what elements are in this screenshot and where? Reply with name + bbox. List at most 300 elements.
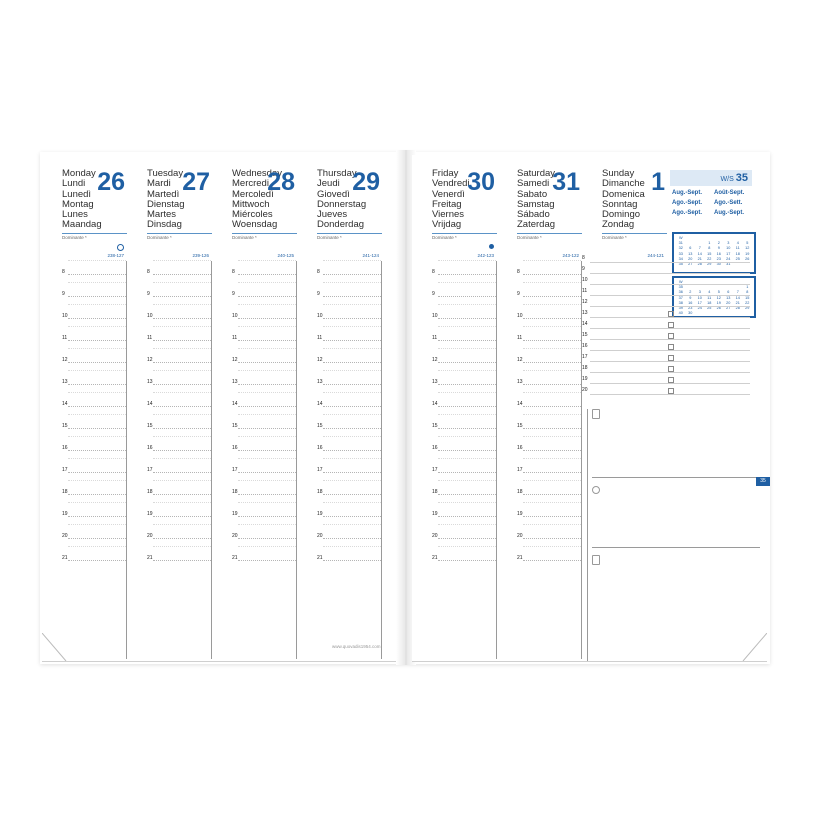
hour-row[interactable] [147, 327, 211, 349]
hour-label: 11 [62, 335, 68, 341]
hour-row[interactable] [432, 415, 496, 437]
hour-label: 17 [582, 354, 588, 360]
hour-row[interactable] [317, 393, 381, 415]
hour-row[interactable] [232, 283, 296, 305]
hour-line [323, 406, 381, 407]
hour-label: 20 [232, 533, 238, 539]
mini-cal-cell: 22 [707, 256, 712, 261]
hour-label: 18 [517, 489, 523, 495]
hour-row[interactable] [432, 371, 496, 393]
task-checkbox[interactable] [668, 344, 674, 350]
week-tab[interactable]: 35 [756, 477, 770, 486]
hour-row[interactable] [517, 283, 581, 305]
day-name: Samedi [517, 178, 550, 190]
hour-row[interactable] [62, 305, 126, 327]
hour-line [590, 295, 750, 296]
hour-row[interactable] [517, 459, 581, 481]
half-hour-line [523, 370, 581, 371]
hour-label: 16 [582, 343, 588, 349]
hour-label: 19 [317, 511, 323, 517]
task-checkbox[interactable] [668, 355, 674, 361]
hour-label: 16 [147, 445, 153, 451]
hour-label: 14 [582, 321, 588, 327]
hour-row[interactable] [432, 283, 496, 305]
notes-divider-1 [592, 477, 760, 478]
day-header-rule [432, 233, 497, 234]
hour-label: 12 [582, 299, 588, 305]
corner-elastic-left [42, 633, 70, 661]
hour-row[interactable] [232, 349, 296, 371]
hour-row[interactable] [147, 525, 211, 547]
hour-line [238, 340, 296, 341]
mini-cal-cell: 4 [736, 241, 739, 246]
day-number: 27 [182, 168, 210, 196]
day-name: Jeudi [317, 178, 340, 190]
hour-row[interactable] [232, 327, 296, 349]
half-hour-line [238, 546, 296, 547]
mini-cal-cell: 31 [678, 241, 683, 246]
hour-label: 12 [432, 357, 438, 363]
day-header-rule [317, 233, 382, 234]
hour-label: 18 [62, 489, 68, 495]
hour-label: 18 [147, 489, 153, 495]
half-hour-line [238, 524, 296, 525]
mini-cal-cell: 25 [735, 256, 740, 261]
right-day-column [497, 169, 582, 659]
hour-label: 15 [232, 423, 238, 429]
day-count: 244-121 [647, 253, 664, 258]
day-name: Martes [147, 209, 177, 221]
hour-row[interactable] [232, 415, 296, 437]
hour-label: 9 [147, 291, 150, 297]
half-hour-line [153, 260, 211, 261]
hour-line [438, 494, 496, 495]
sunday-hour-row[interactable] [582, 288, 750, 299]
hour-line [523, 516, 581, 517]
sunday-hour-row[interactable] [582, 343, 750, 354]
task-checkbox[interactable] [668, 333, 674, 339]
hour-row[interactable] [232, 547, 296, 569]
half-hour-line [323, 304, 381, 305]
hour-row[interactable] [147, 547, 211, 569]
hour-line [68, 538, 126, 539]
hour-row[interactable] [317, 283, 381, 305]
day-name: Mercredi [232, 178, 269, 190]
hour-line [153, 274, 211, 275]
hour-row[interactable] [232, 437, 296, 459]
day-number: 29 [352, 168, 380, 196]
hour-line [323, 560, 381, 561]
half-hour-line [438, 414, 496, 415]
hour-row[interactable] [432, 393, 496, 415]
day-name: Samstag [517, 198, 555, 210]
half-hour-line [438, 326, 496, 327]
mini-cal-cell: 12 [716, 295, 721, 300]
hour-row[interactable] [317, 261, 381, 283]
hour-row[interactable] [62, 283, 126, 305]
half-hour-line [153, 392, 211, 393]
hour-line [153, 538, 211, 539]
hour-row[interactable] [62, 547, 126, 569]
hour-label: 16 [232, 445, 238, 451]
hour-label: 9 [432, 291, 435, 297]
half-hour-line [68, 304, 126, 305]
day-name: Zaterdag [517, 219, 556, 231]
half-hour-line [323, 480, 381, 481]
hour-line [238, 296, 296, 297]
hour-label: 10 [147, 313, 153, 319]
hour-label: 19 [62, 511, 68, 517]
hour-label: 11 [582, 288, 588, 294]
hour-label: 17 [62, 467, 68, 473]
mini-cal-cell: W [678, 236, 683, 240]
hour-row[interactable] [147, 261, 211, 283]
hour-label: 12 [317, 357, 323, 363]
hour-row[interactable] [517, 437, 581, 459]
hour-line [438, 340, 496, 341]
hour-line [153, 494, 211, 495]
mini-cal-cell: 18 [735, 251, 740, 256]
hour-row[interactable] [432, 503, 496, 525]
half-hour-line [323, 282, 381, 283]
task-checkbox[interactable] [668, 366, 674, 372]
mini-cal-cell: 10 [726, 246, 731, 251]
mini-cal-cell: 28 [697, 261, 702, 266]
day-count: 241-124 [362, 253, 379, 258]
hour-label: 21 [62, 555, 68, 561]
half-hour-line [68, 502, 126, 503]
day-header-rule [602, 233, 667, 234]
half-hour-line [523, 502, 581, 503]
sunday-hour-row[interactable] [582, 255, 750, 266]
hour-row[interactable] [317, 503, 381, 525]
sunday-hour-row[interactable] [582, 387, 750, 398]
day-number: 1 [651, 168, 665, 196]
left-day-column [212, 169, 297, 659]
mini-cal-cell: 6 [689, 246, 692, 251]
hour-label: 13 [582, 310, 588, 316]
mini-cal-cell: 19 [745, 251, 750, 256]
mini-cal-cell: 15 [707, 251, 712, 256]
mini-cal-cell: 11 [735, 246, 740, 251]
hour-row[interactable] [432, 349, 496, 371]
hour-row[interactable] [62, 261, 126, 283]
day-name: Viernes [432, 209, 465, 221]
hour-line [68, 516, 126, 517]
half-hour-line [438, 480, 496, 481]
hour-label: 14 [232, 401, 238, 407]
hour-label: 10 [582, 277, 588, 283]
hour-row[interactable] [62, 437, 126, 459]
hour-label: 19 [517, 511, 523, 517]
hour-row[interactable] [517, 371, 581, 393]
hour-row[interactable] [317, 371, 381, 393]
hour-line [590, 317, 750, 318]
hour-row[interactable] [147, 437, 211, 459]
hour-row[interactable] [317, 349, 381, 371]
half-hour-line [438, 436, 496, 437]
hour-label: 15 [147, 423, 153, 429]
hour-row[interactable] [62, 349, 126, 371]
full-moon-icon [489, 244, 494, 249]
mini-cal-cell: 12 [745, 246, 750, 251]
hour-line [590, 262, 750, 263]
left-day-column [127, 169, 212, 659]
hour-row[interactable] [232, 305, 296, 327]
half-hour-line [438, 282, 496, 283]
hour-row[interactable] [517, 327, 581, 349]
hour-row[interactable] [517, 305, 581, 327]
half-hour-line [68, 260, 126, 261]
mini-cal-cell: 15 [745, 295, 750, 300]
hour-row[interactable] [232, 503, 296, 525]
hour-row[interactable] [432, 437, 496, 459]
half-hour-line [68, 458, 126, 459]
mini-cal-cell: 25 [707, 305, 712, 310]
hour-row[interactable] [517, 547, 581, 569]
hour-row[interactable] [432, 327, 496, 349]
hour-label: 15 [517, 423, 523, 429]
sunday-hour-row[interactable] [582, 354, 750, 365]
hour-label: 15 [582, 332, 588, 338]
day-number: 28 [267, 168, 295, 196]
half-hour-line [238, 392, 296, 393]
hour-row[interactable] [317, 547, 381, 569]
hour-row[interactable] [147, 371, 211, 393]
hour-row[interactable] [432, 481, 496, 503]
hour-line [523, 274, 581, 275]
task-checkbox[interactable] [668, 322, 674, 328]
sunday-hour-row[interactable] [582, 266, 750, 277]
hour-label: 17 [432, 467, 438, 473]
day-name: Woensdag [232, 219, 278, 231]
hour-row[interactable] [232, 393, 296, 415]
mini-cal-cell: 9 [717, 246, 720, 251]
hour-row[interactable] [147, 459, 211, 481]
day-name: Lundi [62, 178, 86, 190]
task-checkbox[interactable] [668, 388, 674, 394]
hour-line [68, 494, 126, 495]
hour-row[interactable] [147, 283, 211, 305]
hour-line [590, 339, 750, 340]
hour-row[interactable] [517, 503, 581, 525]
hour-row[interactable] [147, 393, 211, 415]
hour-line [68, 318, 126, 319]
hour-row[interactable] [147, 481, 211, 503]
hour-line [153, 362, 211, 363]
day-name: Martedì [147, 188, 180, 200]
hour-line [68, 362, 126, 363]
hour-row[interactable] [62, 327, 126, 349]
hour-row[interactable] [232, 261, 296, 283]
hour-row[interactable] [432, 525, 496, 547]
hour-row[interactable] [432, 459, 496, 481]
mini-cal-cell: 26 [716, 305, 721, 310]
hour-row[interactable] [317, 327, 381, 349]
mini-cal-cell: 29 [707, 261, 712, 266]
hour-row[interactable] [517, 393, 581, 415]
hour-row[interactable] [62, 525, 126, 547]
hour-line [68, 428, 126, 429]
half-hour-line [238, 260, 296, 261]
hour-label: 21 [432, 555, 438, 561]
task-checkbox[interactable] [668, 377, 674, 383]
sunday-hour-row[interactable] [582, 299, 750, 310]
half-hour-line [238, 436, 296, 437]
day-name: Lunedì [62, 188, 92, 200]
hour-row[interactable] [432, 547, 496, 569]
day-name: Montag [62, 198, 94, 210]
hour-row[interactable] [232, 371, 296, 393]
day-names [517, 169, 555, 231]
sunday-hour-row[interactable] [582, 376, 750, 387]
mini-cal-cell: 5 [717, 290, 720, 295]
hour-label: 8 [432, 269, 435, 275]
half-hour-line [238, 414, 296, 415]
hour-row[interactable] [432, 261, 496, 283]
day-name: Sábado [517, 209, 550, 221]
hour-label: 14 [317, 401, 323, 407]
hour-row[interactable] [62, 481, 126, 503]
half-hour-line [323, 414, 381, 415]
hour-line [153, 560, 211, 561]
mini-cal-cell: 24 [697, 305, 702, 310]
mini-cal-cell: 40 [678, 311, 683, 316]
half-hour-line [523, 546, 581, 547]
hour-label: 13 [517, 379, 523, 385]
hour-label: 12 [517, 357, 523, 363]
hour-line [590, 361, 750, 362]
sunday-hour-row[interactable] [582, 277, 750, 288]
half-hour-line [238, 326, 296, 327]
mini-cal-cell: 1 [746, 285, 749, 290]
hour-row[interactable] [317, 525, 381, 547]
hour-row[interactable] [517, 415, 581, 437]
hour-line [323, 494, 381, 495]
half-hour-line [153, 546, 211, 547]
day-names [147, 169, 185, 231]
hour-row[interactable] [517, 349, 581, 371]
hour-line [238, 472, 296, 473]
task-checkbox[interactable] [668, 311, 674, 317]
half-hour-line [438, 502, 496, 503]
hour-label: 15 [317, 423, 323, 429]
half-hour-line [68, 392, 126, 393]
hour-row[interactable] [317, 415, 381, 437]
hour-label: 14 [432, 401, 438, 407]
hour-label: 11 [317, 335, 323, 341]
half-hour-line [323, 260, 381, 261]
half-hour-line [438, 260, 496, 261]
hour-label: 19 [232, 511, 238, 517]
hour-line [153, 384, 211, 385]
hour-line [323, 428, 381, 429]
hour-line [153, 296, 211, 297]
day-name: Venerdì [432, 188, 465, 200]
hour-row[interactable] [147, 305, 211, 327]
hour-label: 14 [147, 401, 153, 407]
day-name: Dinsdag [147, 219, 182, 231]
hour-label: 9 [517, 291, 520, 297]
note-icon [592, 555, 600, 565]
hour-row[interactable] [62, 503, 126, 525]
day-name: Giovedì [317, 188, 350, 200]
hour-label: 13 [62, 379, 68, 385]
hour-label: 11 [517, 335, 523, 341]
mini-cal-cell: 39 [678, 305, 683, 310]
mini-cal-cell: 34 [678, 256, 683, 261]
hour-label: 10 [317, 313, 323, 319]
hour-row[interactable] [432, 305, 496, 327]
hour-line [153, 472, 211, 473]
hour-row[interactable] [147, 503, 211, 525]
hour-row[interactable] [232, 481, 296, 503]
hour-row[interactable] [517, 525, 581, 547]
mini-cal-cell: 2 [717, 241, 720, 246]
hour-row[interactable] [317, 481, 381, 503]
hour-label: 18 [232, 489, 238, 495]
mini-cal-cell: W [678, 280, 683, 284]
half-hour-line [523, 436, 581, 437]
hour-line [590, 372, 750, 373]
day-name: Saturday [517, 168, 556, 179]
hour-line [238, 560, 296, 561]
hour-row[interactable] [232, 525, 296, 547]
hour-label: 9 [317, 291, 320, 297]
half-hour-line [238, 458, 296, 459]
hour-row[interactable] [517, 481, 581, 503]
hour-row[interactable] [317, 437, 381, 459]
hour-row[interactable] [62, 415, 126, 437]
half-hour-line [523, 458, 581, 459]
hour-label: 10 [62, 313, 68, 319]
half-hour-line [153, 480, 211, 481]
sunday-hour-row[interactable] [582, 321, 750, 332]
hour-row[interactable] [517, 261, 581, 283]
sunday-hour-row[interactable] [582, 365, 750, 376]
hour-row[interactable] [147, 349, 211, 371]
sunday-hour-row[interactable] [582, 310, 750, 321]
hour-label: 12 [147, 357, 153, 363]
hour-line [238, 318, 296, 319]
day-count: 238-127 [107, 253, 124, 258]
hour-row[interactable] [317, 459, 381, 481]
dominante-label: Dominante * [432, 235, 457, 240]
hour-label: 13 [432, 379, 438, 385]
hour-label: 8 [317, 269, 320, 275]
hour-row[interactable] [232, 459, 296, 481]
footer-url[interactable]: www.quovadis1954.com [332, 644, 381, 649]
half-hour-line [153, 436, 211, 437]
half-hour-line [238, 348, 296, 349]
hour-row[interactable] [62, 459, 126, 481]
hour-row[interactable] [147, 415, 211, 437]
hour-label: 9 [582, 266, 585, 272]
hour-line [438, 318, 496, 319]
hour-row[interactable] [317, 305, 381, 327]
hour-row[interactable] [62, 393, 126, 415]
hour-label: 14 [517, 401, 523, 407]
hour-row[interactable] [62, 371, 126, 393]
week-month-es2: Ago.-Sept. [672, 210, 702, 216]
dominante-label: Dominante * [62, 235, 87, 240]
half-hour-line [153, 370, 211, 371]
sunday-hour-row[interactable] [582, 332, 750, 343]
hour-line [238, 362, 296, 363]
half-hour-line [238, 480, 296, 481]
day-names [432, 169, 470, 231]
at-icon [592, 486, 600, 494]
